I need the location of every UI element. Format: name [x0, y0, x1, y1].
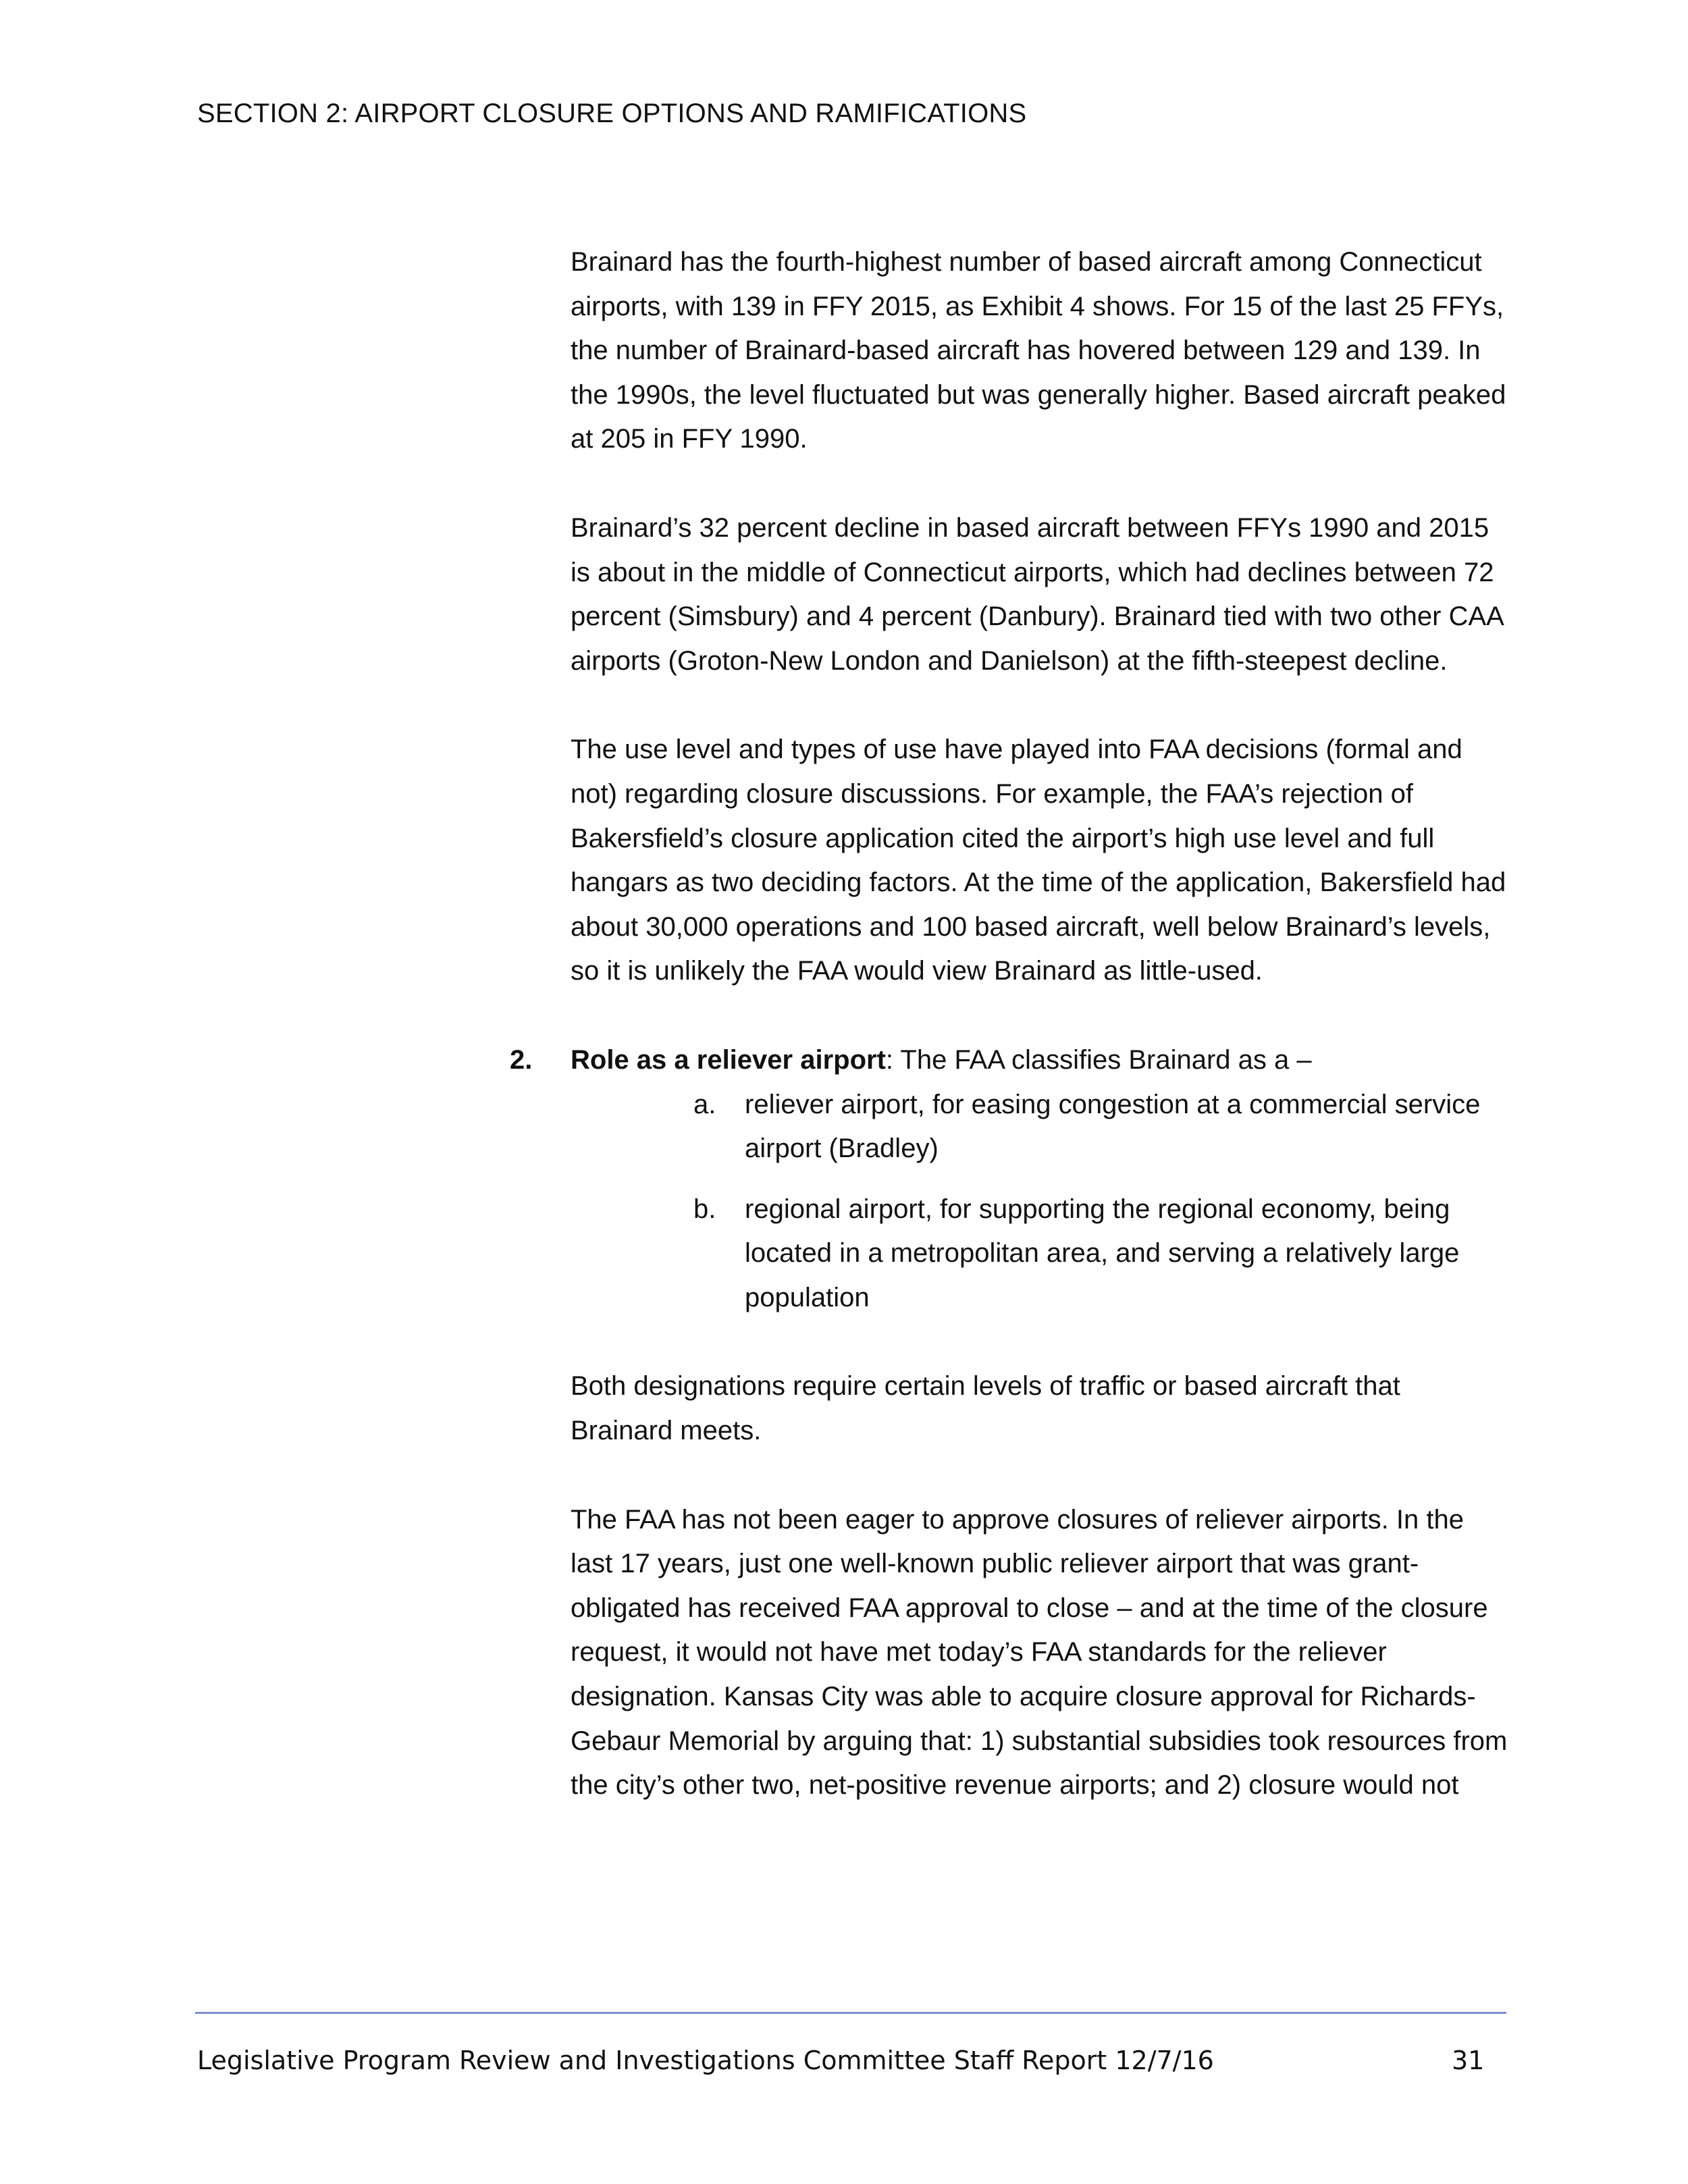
- footer-divider: [195, 2012, 1506, 2014]
- list-item-text: reliever airport, for easing congestion at a commercial service airport (Bradley): [745, 1089, 1481, 1164]
- paragraph-based-aircraft: Brainard has the fourth-highest number of based aircraft among Connecticut airports, with 139 in FFY 2015, as Exhibit 4 shows. For 15 of the last 25 FFYs, the number of Brainard-based aircraft has hovered between 129 and 139. In the 1990s, the level fluctuated but was generally higher. Based aircraft peaked at 205 in FFY 1990.: [571, 247, 1506, 454]
- paragraph-use-level: The use level and types of use have played into FAA decisions (formal and not) regarding closure discussions. For example, the FAA’s rejection of Bakersfield’s closure application cited the airport’s high use level and full hangars as two deciding factors. At the time of the application, Bakersfield had about 30,000 operations and 100 based aircraft, well below Brainard’s levels, so it is unlikely the FAA would view Brainard as little-used.: [571, 735, 1506, 986]
- paragraph-closure-approvals: The FAA has not been eager to approve closures of reliever airports. In the last 17 years, just one well-known public reliever airport that was grant-obligated has received FAA approval to close – and at the time of the closure request, it would not have met today’s FAA standards for the reliever designation. Kansas City was able to acquire closure approval for Richards-Gebaur Memorial by arguing that: 1) substantial subsidies took resources from the city’s other two, net-positive revenue airports; and 2) closure would not: [571, 1504, 1508, 1801]
- item-number: 2.: [510, 1044, 533, 1075]
- item-text: : The FAA classifies Brainard as a –: [885, 1044, 1312, 1075]
- list-item: [693, 1083, 1509, 1171]
- list-item-letter: b.: [693, 1194, 716, 1224]
- section-header: SECTION 2: AIRPORT CLOSURE OPTIONS AND RAMIFICATIONS: [197, 99, 1027, 128]
- list-item-letter: a.: [693, 1089, 716, 1119]
- list-item: [693, 1188, 1509, 1321]
- footer-report-title: Legislative Program Review and Investigations Committee Staff Report 12/7/16: [197, 2046, 1214, 2075]
- item-term: Role as a reliever airport: [571, 1044, 886, 1075]
- list-item-text: regional airport, for supporting the regional economy, being located in a metropolitan area, and serving a relatively large population: [745, 1194, 1460, 1312]
- designation-sublist: [571, 1083, 1509, 1321]
- paragraph-decline: Brainard’s 32 percent decline in based aircraft between FFYs 1990 and 2015 is about in the middle of Connecticut airports, which had declines between 72 percent (Simsbury) and 4 percent (Danbury). Brainard tied with two other CAA airports (Groton-New London and Danielson) at the fifth-steepest decline.: [571, 512, 1503, 676]
- page-number: 31: [1452, 2046, 1485, 2075]
- paragraph-designations: Both designations require certain levels of traffic or based aircraft that Brainard meets.: [571, 1371, 1400, 1446]
- main-content: [510, 240, 1509, 1853]
- numbered-item-reliever-role: [510, 1038, 1509, 1083]
